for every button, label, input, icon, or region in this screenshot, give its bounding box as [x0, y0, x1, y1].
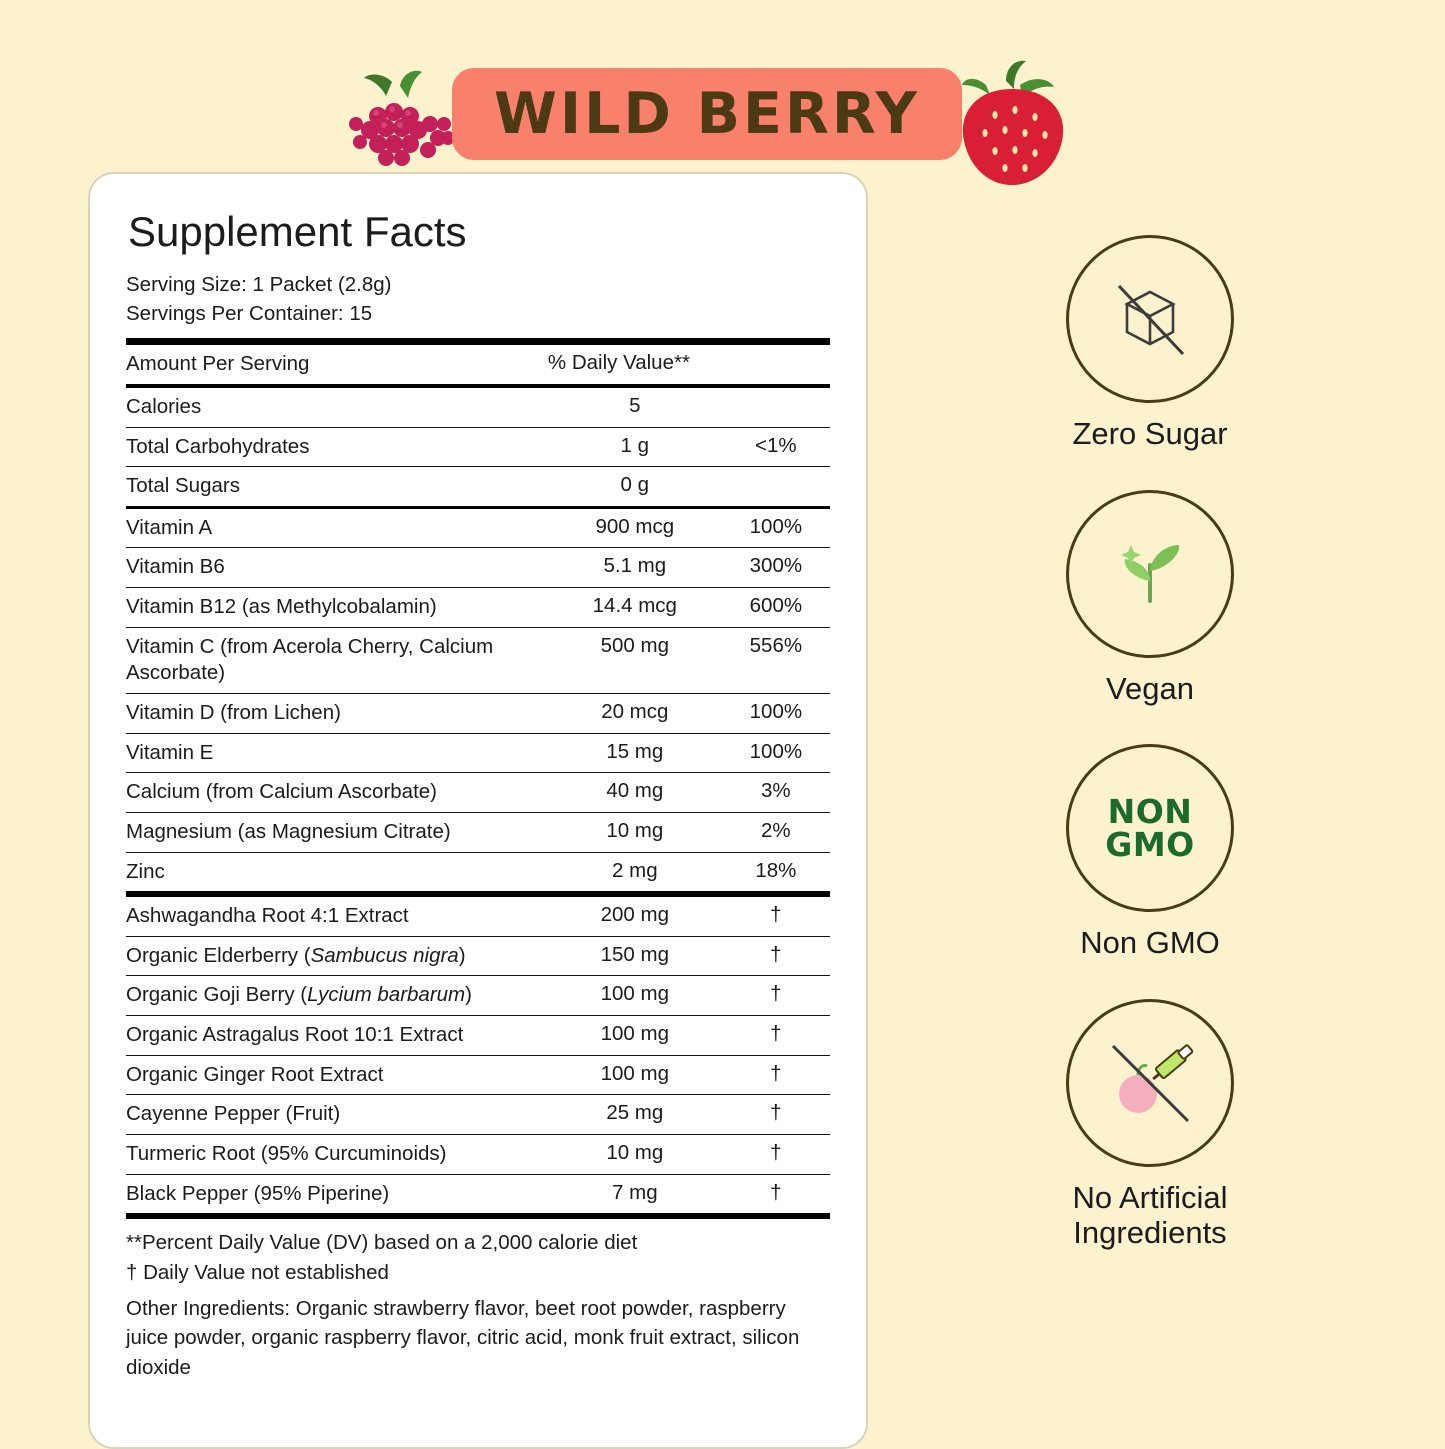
badge-column: [1000, 235, 1300, 1289]
supplement-facts-panel: [88, 172, 868, 1449]
servings-per-container: Servings Per Container: 15: [126, 302, 373, 326]
row-nutrient-name: Ashwagandha Root 4:1 Extract: [126, 894, 548, 936]
header-amount: Amount Per Serving: [126, 345, 548, 386]
row-daily-value: †: [722, 1135, 830, 1175]
row-nutrient-name: Vitamin D (from Lichen): [126, 693, 548, 733]
table-row: [126, 693, 830, 733]
row-amount: 2 mg: [548, 852, 722, 894]
divider-thick-top: [126, 338, 830, 345]
table-row: [126, 894, 830, 936]
badge-label-non-gmo: Non GMO: [1080, 925, 1220, 961]
row-nutrient-name: Total Sugars: [126, 467, 548, 508]
footnotes: [126, 1228, 830, 1383]
row-amount: 15 mg: [548, 733, 722, 773]
row-daily-value: 18%: [722, 852, 830, 894]
table-header-row: [126, 345, 830, 386]
row-daily-value: 3%: [722, 773, 830, 813]
table-row: [126, 588, 830, 628]
serving-size: Serving Size: 1 Packet (2.8g): [126, 273, 392, 296]
table-row: [126, 976, 830, 1016]
row-amount: 900 mcg: [548, 507, 722, 548]
row-daily-value: †: [722, 1174, 830, 1216]
row-daily-value: 2%: [722, 812, 830, 852]
row-daily-value: 100%: [722, 507, 830, 548]
facts-table: [126, 345, 830, 1219]
page-title: Supplement Facts: [128, 208, 467, 255]
badge-zero-sugar: [1066, 235, 1234, 452]
row-nutrient-name: Vitamin A: [126, 507, 548, 548]
row-nutrient-name: Vitamin B6: [126, 548, 548, 588]
badge-non-gmo: [1066, 744, 1234, 961]
table-row: [126, 427, 830, 467]
row-daily-value: †: [722, 1055, 830, 1095]
row-amount: 20 mcg: [548, 693, 722, 733]
other-ingredients: Other Ingredients: Organic strawberry flavor, beet root powder, raspberry juice powder, organic raspberry flavor, citric acid, monk fruit extract, silicon dioxide: [126, 1296, 800, 1380]
row-amount: 14.4 mcg: [548, 588, 722, 628]
flavor-banner-pill: [452, 68, 962, 160]
table-row: [126, 852, 830, 894]
row-nutrient-name: Turmeric Root (95% Curcuminoids): [126, 1135, 548, 1175]
table-row: [126, 936, 830, 976]
row-daily-value: 600%: [722, 588, 830, 628]
row-amount: 10 mg: [548, 1135, 722, 1175]
table-row: [126, 467, 830, 508]
strawberry-icon: [950, 55, 1075, 190]
row-daily-value: <1%: [722, 427, 830, 467]
row-amount: 100 mg: [548, 1055, 722, 1095]
row-amount: 10 mg: [548, 812, 722, 852]
row-daily-value: †: [722, 976, 830, 1016]
footnote-dagger: † Daily Value not established: [126, 1261, 389, 1285]
row-amount: 100 mg: [548, 1016, 722, 1056]
row-daily-value: 100%: [722, 733, 830, 773]
table-row: [126, 1016, 830, 1056]
row-daily-value: †: [722, 1095, 830, 1135]
non-gmo-icon: [1105, 792, 1195, 865]
row-nutrient-name: Calories: [126, 386, 548, 427]
row-nutrient-name: Organic Astragalus Root 10:1 Extract: [126, 1016, 548, 1056]
badge-circle-vegan: [1066, 490, 1234, 658]
row-nutrient-name: Organic Goji Berry (Lycium barbarum): [126, 976, 548, 1016]
table-row: [126, 773, 830, 813]
badge-circle-no-artificial: [1066, 999, 1234, 1167]
row-daily-value: 300%: [722, 548, 830, 588]
row-amount: 200 mg: [548, 894, 722, 936]
row-amount: 150 mg: [548, 936, 722, 976]
table-row: [126, 1095, 830, 1135]
row-daily-value: [722, 386, 830, 427]
table-row: [126, 507, 830, 548]
row-amount: 0 g: [548, 467, 722, 508]
table-row: [126, 1055, 830, 1095]
badge-circle-zero-sugar: [1066, 235, 1234, 403]
table-row: [126, 812, 830, 852]
row-nutrient-name: Vitamin E: [126, 733, 548, 773]
footnote-daily-value: **Percent Daily Value (DV) based on a 2,000 calorie diet: [126, 1231, 638, 1255]
badge-label-no-artificial: No Artificial Ingredients: [1072, 1180, 1228, 1250]
row-nutrient-name: Magnesium (as Magnesium Citrate): [126, 812, 548, 852]
row-daily-value: 100%: [722, 693, 830, 733]
flavor-name: WILD BERRY: [494, 81, 920, 147]
badge-label-zero-sugar: Zero Sugar: [1072, 416, 1228, 451]
leaf-sprout-icon: [1095, 519, 1205, 629]
table-row: [126, 548, 830, 588]
row-amount: 5.1 mg: [548, 548, 722, 588]
row-nutrient-name: Vitamin C (from Acerola Cherry, Calcium Ascorbate): [126, 627, 548, 693]
row-daily-value: †: [722, 894, 830, 936]
row-amount: 25 mg: [548, 1095, 722, 1135]
badge-no-artificial: [1000, 999, 1300, 1250]
row-nutrient-name: Organic Ginger Root Extract: [126, 1055, 548, 1095]
row-nutrient-name: Total Carbohydrates: [126, 427, 548, 467]
row-daily-value: †: [722, 936, 830, 976]
row-daily-value: †: [722, 1016, 830, 1056]
badge-vegan: [1066, 490, 1234, 707]
table-row: [126, 733, 830, 773]
row-amount: 7 mg: [548, 1174, 722, 1216]
non-gmo-line2: GMO: [1105, 825, 1195, 865]
no-sugar-cube-icon: [1095, 264, 1205, 374]
table-row: [126, 627, 830, 693]
table-row: [126, 1135, 830, 1175]
row-amount: 5: [548, 386, 722, 427]
row-nutrient-name: Organic Elderberry (Sambucus nigra): [126, 936, 548, 976]
non-gmo-line1: NON: [1107, 792, 1193, 832]
badge-circle-non-gmo: [1066, 744, 1234, 912]
row-nutrient-name: Black Pepper (95% Piperine): [126, 1174, 548, 1216]
row-nutrient-name: Zinc: [126, 852, 548, 894]
row-daily-value: 556%: [722, 627, 830, 693]
row-amount: 1 g: [548, 427, 722, 467]
row-amount: 40 mg: [548, 773, 722, 813]
row-amount: 100 mg: [548, 976, 722, 1016]
flavor-banner: [0, 30, 1445, 170]
row-nutrient-name: Vitamin B12 (as Methylcobalamin): [126, 588, 548, 628]
table-row: [126, 386, 830, 427]
row-nutrient-name: Cayenne Pepper (Fruit): [126, 1095, 548, 1135]
header-daily-value: % Daily Value**: [548, 345, 830, 386]
row-daily-value: [722, 467, 830, 508]
table-row: [126, 1174, 830, 1216]
no-syringe-fruit-icon: [1093, 1026, 1208, 1141]
row-amount: 500 mg: [548, 627, 722, 693]
row-nutrient-name: Calcium (from Calcium Ascorbate): [126, 773, 548, 813]
badge-label-vegan: Vegan: [1106, 670, 1194, 706]
